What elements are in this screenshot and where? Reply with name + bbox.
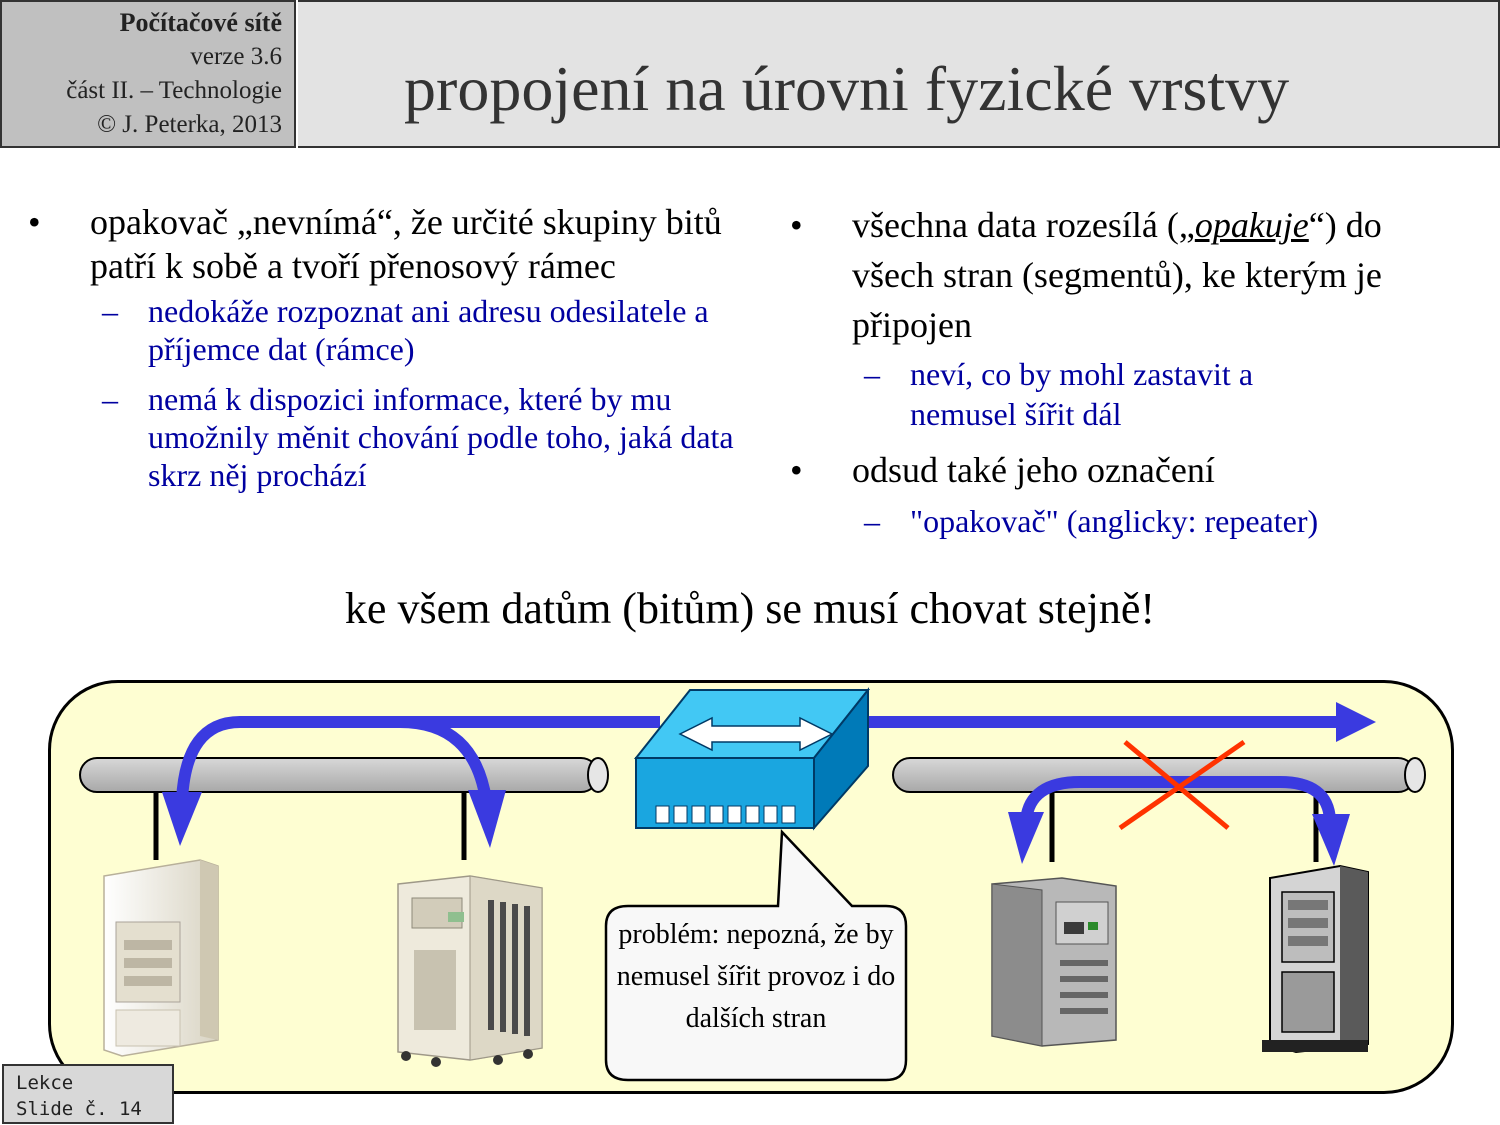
left-bullet-text: opakovač „nevnímá“, že určité skupiny bitů patří k sobě a tvoří přenosový rámec xyxy=(90,202,722,286)
left-sub-1-text: nedokáže rozpoznat ani adresu odesilatele a příjemce dat (rámce) xyxy=(148,293,709,367)
left-segment-cable xyxy=(80,758,608,792)
right-bullet-1-pre: všechna data rozesílá („ xyxy=(852,205,1195,245)
server-rack-icon xyxy=(992,878,1116,1046)
slide-footer xyxy=(2,1064,174,1124)
right-sub-2: – "opakovač" (anglicky: repeater) xyxy=(864,503,1319,539)
right-sub-1-text: neví, co by mohl zastavit a nemusel šířit dál xyxy=(910,356,1254,432)
hub-icon xyxy=(636,690,868,828)
right-sub-1: – neví, co by mohl zastavit a nemusel šířit dál xyxy=(864,356,1254,432)
footer-slide-number: Slide č. 14 xyxy=(16,1098,142,1120)
right-bullet-2-text: odsud také jeho označení xyxy=(852,450,1215,490)
left-sub-2: – nemá k dispozici informace, které by mu umožnily měnit chování podle toho, jaká data skrz něj prochází xyxy=(102,381,734,493)
course-name: Počítačové sítě xyxy=(119,8,282,37)
left-sub-1: – nedokáže rozpoznat ani adresu odesilatele a příjemce dat (rámce) xyxy=(102,293,709,367)
footer-lecture: Lekce xyxy=(16,1072,74,1094)
right-bullet-1-post: “) do všech stran (segmentů), ke kterým je připojen xyxy=(852,205,1382,345)
slide-title: propojení na úrovni fyzické vrstvy xyxy=(404,53,1290,124)
right-local-arrows xyxy=(1008,782,1350,866)
center-statement: ke všem datům (bitům) se musí chovat stejně! xyxy=(344,584,1156,633)
server-tower-icon xyxy=(398,876,542,1067)
course-version: verze 3.6 xyxy=(190,43,282,70)
right-sub-2-text: "opakovač" (anglicky: repeater) xyxy=(910,503,1319,539)
server-tower-icon xyxy=(104,860,218,1056)
right-bullet-1-emphasis: opakuje xyxy=(1194,205,1309,245)
left-sub-2-text: nemá k dispozici informace, které by mu umožnily měnit chování podle toho, jaká data skrz něj prochází xyxy=(148,381,734,493)
right-forward-arrow xyxy=(860,702,1376,742)
course-copyright: © J. Peterka, 2013 xyxy=(97,111,282,138)
course-part: část II. – Technologie xyxy=(66,77,282,104)
pc-tower-icon xyxy=(1262,866,1368,1052)
callout-text: problém: nepozná, že by nemusel šířit provoz i do dalších stran xyxy=(616,919,896,1034)
